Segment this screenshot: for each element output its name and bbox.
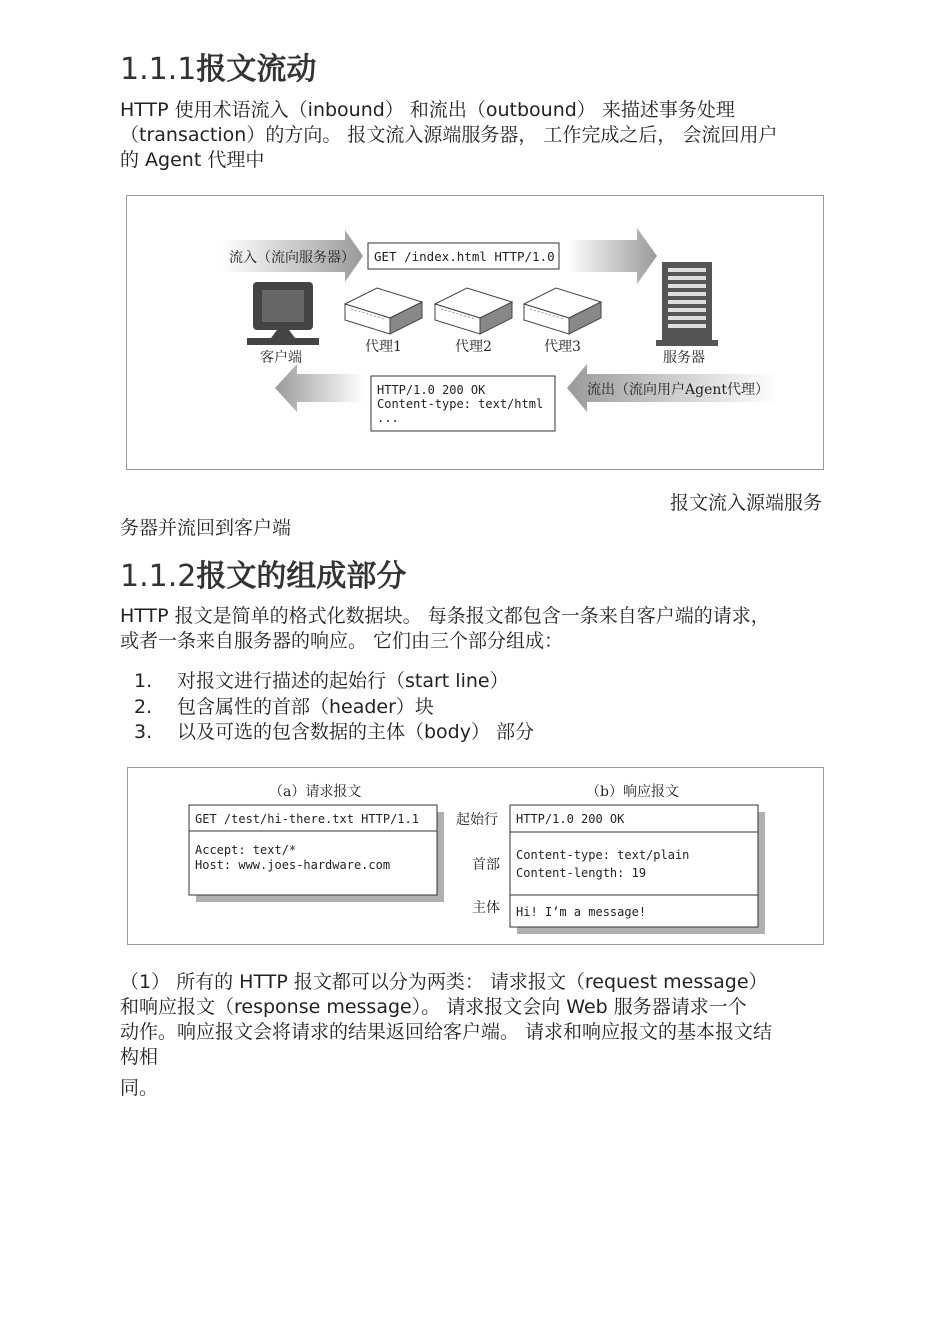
proxy-2-label: 代理2 (455, 339, 492, 355)
footnote-line: 构相 (120, 1046, 159, 1068)
response-start-line: HTTP/1.0 200 OK (516, 812, 625, 826)
list-item-text: 对报文进行描述的起始行（start line） (177, 670, 509, 692)
footnote-last-line: 同。 (120, 1077, 159, 1099)
proxy-1-icon (345, 288, 422, 334)
list-item-number: 3. (134, 721, 153, 743)
section-title: 报文流动 (196, 52, 317, 87)
section-number: 1.1.2 (120, 559, 197, 594)
proxy-2-icon (435, 288, 512, 334)
list-item (134, 669, 534, 695)
footnote-paragraph (120, 970, 820, 1070)
paragraph-message-flow (120, 98, 820, 173)
label-body: 主体 (472, 900, 500, 916)
label-headers: 首部 (472, 857, 500, 873)
paragraph-line: 的 Agent 代理中 (120, 149, 265, 171)
proxy-3-label: 代理3 (544, 339, 581, 355)
request-message-title: （a）请求报文 (269, 784, 362, 800)
list-item-text: 包含属性的首部（header）块 (177, 695, 434, 718)
response-message-title: （b）响应报文 (586, 784, 679, 800)
client-label: 客户端 (260, 350, 302, 366)
server-icon (656, 262, 718, 346)
paragraph-line: HTTP 使用术语流入（inbound） 和流出（outbound） 来描述事务处理 (120, 99, 735, 121)
paragraph-line: 或者一条来自服务器的响应。 它们由三个部分组成： (120, 630, 564, 652)
response-line: ... (377, 411, 399, 425)
paragraph-line: HTTP 报文是简单的格式化数据块。 每条报文都包含一条来自客户端的请求， (120, 605, 770, 627)
message-structure-figure (127, 767, 824, 945)
paragraph-line: （transaction）的方向。 报文流入源端服务器， 工作完成之后， 会流回用户 (120, 124, 778, 146)
list-item (134, 695, 534, 721)
list-item-number: 1. (134, 670, 153, 692)
outbound-label: 流出（流向用户Agent代理） (587, 382, 769, 398)
server-label: 服务器 (663, 350, 705, 366)
inbound-label: 流入（流向服务器） (229, 250, 355, 266)
section-heading-message-parts (120, 551, 406, 595)
proxy-1-label: 代理1 (365, 339, 402, 355)
list-item-text: 以及可选的包含数据的主体（body） 部分 (177, 721, 535, 743)
response-line: HTTP/1.0 200 OK (377, 383, 486, 397)
request-start-line: GET /test/hi-there.txt HTTP/1.1 (195, 812, 419, 826)
message-structure-diagram (128, 768, 823, 944)
footnote-line: 动作。响应报文会将请求的结果返回给客户端。 请求和响应报文的基本报文结 (120, 1021, 773, 1043)
figure-caption-part1: 报文流入源端服务 (670, 492, 823, 514)
request-header-line: Accept: text/* (195, 843, 297, 857)
section-number: 1.1.1 (120, 52, 197, 87)
message-parts-list (134, 669, 534, 746)
footnote-line: （1） 所有的 HTTP 报文都可以分为两类： 请求报文（request message） (120, 971, 768, 993)
response-line: Content-type: text/html (377, 397, 544, 411)
response-header-line: Content-length: 19 (516, 866, 647, 880)
proxy-3-icon (524, 288, 601, 334)
outbound-arrow-left-icon (275, 364, 363, 412)
response-body-text: Hi! I’m a message! (516, 905, 647, 919)
paragraph-message-parts (120, 604, 820, 654)
figure-caption-part2: 务器并流回到客户端 (120, 517, 292, 539)
client-computer-icon (247, 282, 319, 345)
request-line-text: GET /index.html HTTP/1.0 (374, 249, 555, 264)
section-title: 报文的组成部分 (196, 559, 407, 594)
section-heading-message-flow (120, 44, 316, 88)
inbound-arrow-right-icon (567, 228, 657, 284)
message-flow-diagram (127, 196, 823, 469)
response-header-line: Content-type: text/plain (516, 848, 690, 862)
list-item (134, 720, 534, 746)
footnote-line: 和响应报文（response message）。 请求报文会向 Web 服务器请求一个 (120, 996, 747, 1018)
request-header-line: Host: www.joes-hardware.com (195, 858, 391, 872)
message-flow-figure (126, 195, 824, 470)
label-start-line: 起始行 (456, 812, 498, 828)
list-item-number: 2. (134, 695, 153, 718)
